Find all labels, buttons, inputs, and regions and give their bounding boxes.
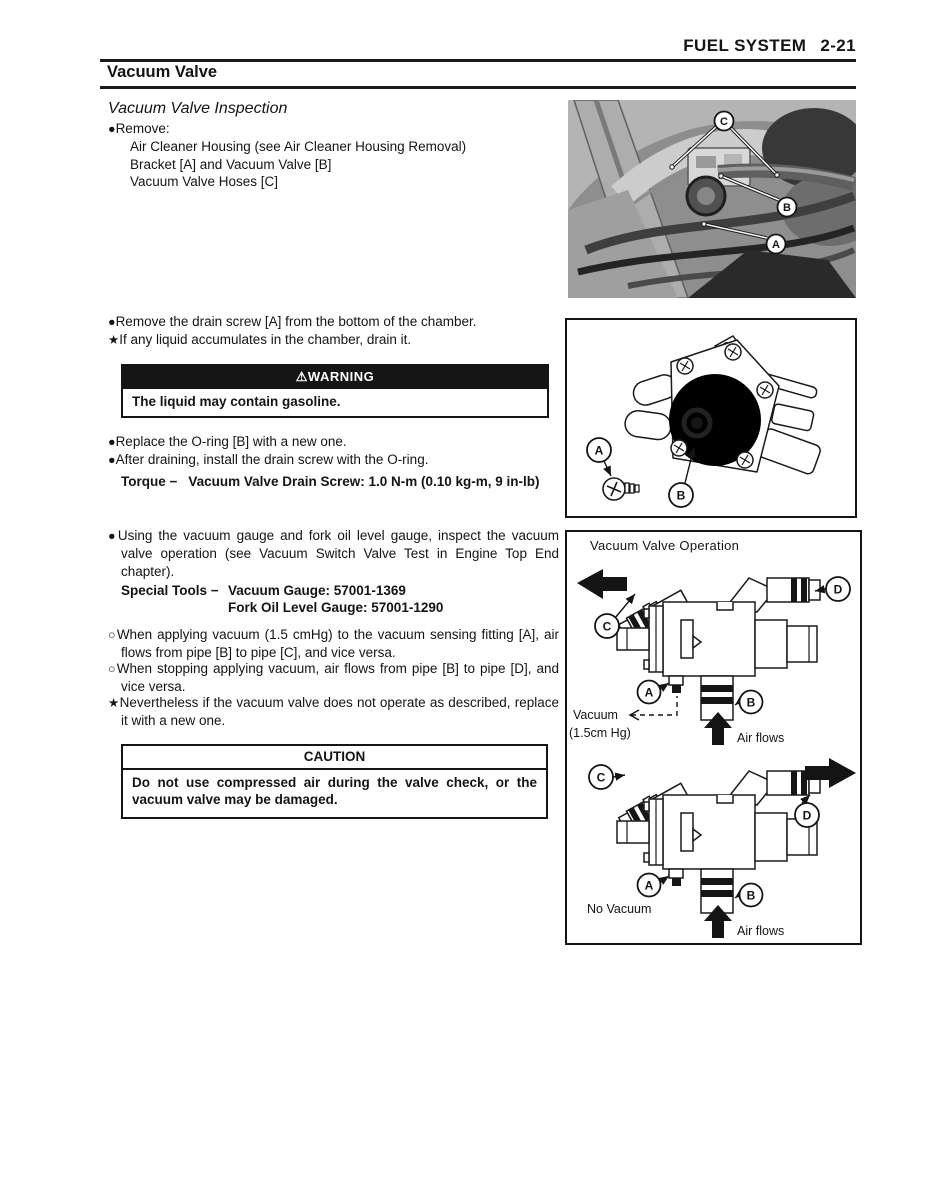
caution-text: Do not use compressed air during the valve check, or the vacuum valve may be damaged. (132, 775, 537, 808)
svg-text:A: A (594, 443, 604, 458)
caution-box (121, 744, 548, 819)
op-label-b (740, 691, 763, 714)
airflow-label: Air flows (737, 924, 785, 938)
warning-text: The liquid may contain gasoline. (132, 394, 341, 409)
tool-item: Vacuum Gauge: 57001-1369 (228, 583, 406, 598)
note-drain (108, 331, 559, 349)
operation-diagram-no-vacuum (567, 745, 856, 941)
drain-screw (603, 478, 639, 500)
op-label-a (638, 874, 661, 897)
op-label-d (826, 577, 850, 601)
step-text: Remove: (115, 121, 170, 136)
inspection-heading: Vacuum Valve Inspection (108, 100, 288, 117)
bullet-marker: ● (108, 529, 118, 543)
condition-stop (108, 660, 559, 696)
step-text: After draining, install the drain screw with the O-ring. (115, 452, 429, 467)
airflow-label: Air flows (737, 731, 785, 745)
list-item: Bracket [A] and Vacuum Valve [B] (130, 156, 332, 172)
svg-text:D: D (802, 808, 812, 823)
special-tools-label: Special Tools − (121, 583, 219, 598)
remove-list (130, 138, 466, 191)
chapter-title: FUEL SYSTEM (683, 36, 807, 55)
list-item: Air Cleaner Housing (see Air Cleaner Housing Removal) (130, 139, 467, 154)
step-remove (108, 120, 559, 138)
special-tools-values (228, 583, 443, 616)
section-rule (100, 86, 856, 89)
bullet-marker: ● (108, 122, 116, 136)
special-tools (121, 583, 443, 616)
step-gauge (108, 527, 559, 580)
svg-text:B: B (746, 888, 756, 903)
torque-label: Torque − (121, 474, 178, 489)
section-title: Vacuum Valve (107, 63, 218, 81)
step-install (108, 451, 559, 469)
warning-title: WARNING (307, 369, 375, 384)
op-label-b (740, 884, 763, 907)
bullet-marker: ● (108, 315, 116, 329)
star-marker: ★ (108, 696, 120, 710)
torque-value: Vacuum Valve Drain Screw: 1.0 N-m (0.10 kg-m, 9 in-lb) (188, 474, 540, 489)
vacuum-condition-label: Vacuum (573, 708, 618, 722)
note-text: Nevertheless if the vacuum valve does not operate as described, replace it with a new one. (119, 695, 559, 729)
page-number: 2-21 (820, 36, 856, 55)
svg-text:C: C (602, 619, 612, 634)
step-drain (108, 313, 559, 331)
circle-marker: ○ (108, 662, 117, 676)
svg-text:B: B (783, 202, 791, 214)
torque-spec (121, 474, 540, 489)
photo-illustration (568, 100, 856, 298)
figure-photo-vacuum-valve-location (568, 100, 856, 298)
op-label-d (795, 803, 819, 827)
star-marker: ★ (108, 333, 120, 347)
drawing-label-b (669, 483, 693, 507)
warning-header (123, 366, 547, 389)
op-label-c (595, 614, 619, 638)
vacuum-condition-value: (1.5cm Hg) (569, 726, 631, 740)
tool-item: Fork Oil Level Gauge: 57001-1290 (228, 599, 444, 615)
drawing-label-a (587, 438, 611, 462)
svg-text:B: B (676, 488, 686, 503)
caution-header: CAUTION (123, 746, 546, 770)
svg-text:A: A (772, 239, 780, 251)
header-rule (100, 59, 856, 62)
condition-text: When stopping applying vacuum, air flows from pipe [B] to pipe [D], and vice versa. (116, 661, 559, 695)
note-text: If any liquid accumulates in the chamber, drain it. (119, 332, 412, 347)
bullet-marker: ● (108, 453, 116, 467)
figure-vacuum-valve-operation (565, 530, 862, 945)
condition-text: When applying vacuum (1.5 cmHg) to the vacuum sensing fitting [A], air flows from pipe [B] to pipe [C], and vice versa. (116, 627, 559, 661)
warning-icon: ⚠ (295, 369, 308, 384)
photo-label-c (715, 112, 734, 131)
bullet-marker: ● (108, 435, 116, 449)
photo-label-b (778, 198, 797, 217)
list-item: Vacuum Valve Hoses [C] (130, 174, 279, 189)
circle-marker: ○ (108, 628, 117, 642)
note-replace (108, 694, 559, 730)
svg-text:C: C (596, 770, 606, 785)
figure-drain-screw-drawing (565, 318, 857, 518)
svg-text:C: C (720, 116, 728, 128)
svg-text:D: D (833, 582, 843, 597)
air-out-left-arrow (577, 569, 627, 599)
svg-text:A: A (644, 685, 654, 700)
svg-text:A: A (644, 878, 654, 893)
step-text: Remove the drain screw [A] from the bottom of the chamber. (115, 314, 477, 329)
page-header (683, 36, 856, 56)
step-text: Using the vacuum gauge and fork oil level gauge, inspect the vacuum valve operation (see Vacuum Switch Valve Test in Engine Top End chapter). (117, 528, 559, 579)
op-label-c (589, 765, 613, 789)
operation-figure-title: Vacuum Valve Operation (590, 538, 740, 553)
photo-label-a (767, 235, 786, 254)
drain-screw-illustration (567, 320, 851, 512)
no-vacuum-condition-label: No Vacuum (587, 902, 652, 916)
step-text: Replace the O-ring [B] with a new one. (115, 434, 347, 449)
svg-text:B: B (746, 695, 756, 710)
op-label-a (638, 681, 661, 704)
condition-apply (108, 626, 559, 662)
step-oring (108, 433, 559, 451)
operation-diagram-vacuum (567, 552, 856, 748)
warning-box (121, 364, 549, 418)
